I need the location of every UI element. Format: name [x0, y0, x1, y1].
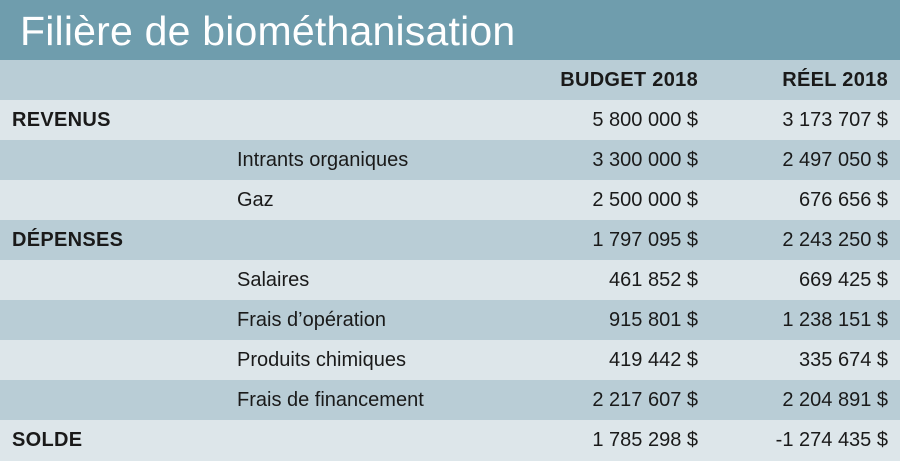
reel-value: -1 274 435 $	[775, 429, 888, 451]
budget-value: 5 800 000 $	[592, 109, 698, 131]
section-label: SOLDE	[12, 429, 83, 451]
item-label: Frais de financement	[237, 389, 424, 411]
table-header-row	[0, 60, 900, 100]
page-title: Filière de biométhanisation	[20, 8, 516, 54]
reel-value: 3 173 707 $	[782, 109, 888, 131]
budget-value: 1 785 298 $	[592, 429, 698, 451]
reel-value: 1 238 151 $	[782, 309, 888, 331]
section-label: DÉPENSES	[12, 229, 124, 251]
table-row-revenus	[0, 100, 900, 140]
table-row-frais-operation	[0, 300, 900, 340]
item-label: Gaz	[237, 189, 274, 211]
table-row-frais-financement	[0, 380, 900, 420]
budget-value: 461 852 $	[609, 269, 698, 291]
table-row-depenses	[0, 220, 900, 260]
column-header-reel: RÉEL 2018	[782, 69, 888, 91]
column-header-budget: BUDGET 2018	[560, 69, 698, 91]
table-row-intrants	[0, 140, 900, 180]
budget-value: 1 797 095 $	[592, 229, 698, 251]
reel-value: 335 674 $	[799, 349, 888, 371]
reel-value: 676 656 $	[799, 189, 888, 211]
budget-value: 3 300 000 $	[592, 149, 698, 171]
reel-value: 2 243 250 $	[782, 229, 888, 251]
table-row-gaz	[0, 180, 900, 220]
budget-value: 419 442 $	[609, 349, 698, 371]
reel-value: 2 204 891 $	[782, 389, 888, 411]
budget-value: 2 217 607 $	[592, 389, 698, 411]
budget-value: 2 500 000 $	[592, 189, 698, 211]
budget-table	[0, 60, 900, 461]
title-bar	[0, 0, 900, 60]
budget-value: 915 801 $	[609, 309, 698, 331]
item-label: Salaires	[237, 269, 310, 291]
table-row-solde	[0, 420, 900, 461]
reel-value: 2 497 050 $	[782, 149, 888, 171]
reel-value: 669 425 $	[799, 269, 888, 291]
item-label: Intrants organiques	[237, 149, 409, 171]
table-row-produits-chimiques	[0, 340, 900, 380]
item-label: Produits chimiques	[237, 349, 406, 371]
item-label: Frais d’opération	[237, 309, 386, 331]
table-row-salaires	[0, 260, 900, 300]
section-label: REVENUS	[12, 109, 111, 131]
